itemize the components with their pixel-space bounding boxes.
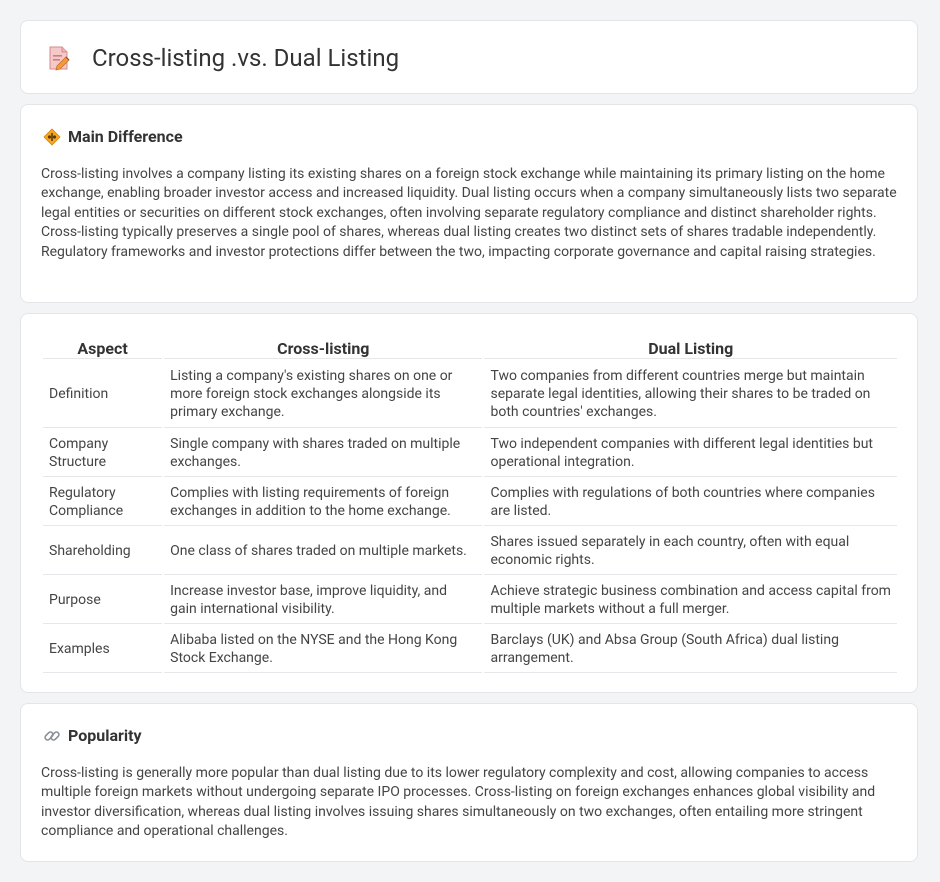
popularity-card bbox=[20, 703, 918, 862]
document-pencil-icon bbox=[47, 45, 71, 71]
comparison-table bbox=[41, 334, 899, 675]
link-icon bbox=[43, 727, 61, 745]
header-card bbox=[20, 20, 918, 94]
row-aspect-cell: Regulatory Compliance bbox=[43, 479, 162, 526]
column-header-cross-listing: Cross-listing bbox=[164, 336, 482, 359]
table-row bbox=[43, 577, 897, 624]
cross-listing-cell: Listing a company's existing shares on one or more foreign stock exchanges alongside its primary exchange. bbox=[164, 361, 482, 428]
row-aspect-cell: Shareholding bbox=[43, 528, 162, 575]
table-header-row bbox=[43, 336, 897, 359]
cross-listing-cell: One class of shares traded on multiple markets. bbox=[164, 528, 482, 575]
row-aspect-cell: Definition bbox=[43, 361, 162, 428]
table-row bbox=[43, 626, 897, 673]
cross-listing-cell: Complies with listing requirements of foreign exchanges in addition to the home exchange. bbox=[164, 479, 482, 526]
dual-listing-cell: Achieve strategic business combination and access capital from multiple markets without a full merger. bbox=[484, 577, 897, 624]
popularity-text: Cross-listing is generally more popular than dual listing due to its lower regulatory complexity and cost, allowing companies to access multiple foreign markets without undergoing separate IPO processes. Cross-listing on foreign exchanges enhances global visibility and investor diversification, whereas dual listing involves issuing shares simultaneously on two exchanges, often entailing more stringent compliance and operational challenges. bbox=[41, 765, 876, 840]
row-aspect-cell: Examples bbox=[43, 626, 162, 673]
comparison-table-card bbox=[20, 313, 918, 693]
popularity-heading bbox=[43, 726, 142, 746]
main-difference-text: Cross-listing involves a company listing its existing shares on a foreign stock exchange while maintaining its primary listing on the home exchange, enabling broader investor access and increased liquidity. Dual listing occurs when a company simultaneously lists two separate legal entities or securities on different stock exchanges, often involving separate regulatory compliance and distinct shareholder rights. Cross-listing typically preserves a single pool of shares, whereas dual listing creates two distinct sets of shares tradable independently. Regulatory frameworks and investor protections differ between the two, impacting corporate governance and capital raising strategies. bbox=[41, 166, 897, 260]
column-header-aspect: Aspect bbox=[43, 336, 162, 359]
dual-listing-cell: Two independent companies with different legal identities but operational integration. bbox=[484, 430, 897, 477]
dual-listing-cell: Shares issued separately in each country, often with equal economic rights. bbox=[484, 528, 897, 575]
table-row bbox=[43, 528, 897, 575]
dual-listing-cell: Barclays (UK) and Absa Group (South Africa) dual listing arrangement. bbox=[484, 626, 897, 673]
main-difference-card bbox=[20, 104, 918, 303]
dual-listing-cell: Two companies from different countries merge but maintain separate legal identities, allowing their shares to be traded on both countries' exchanges. bbox=[484, 361, 897, 428]
row-aspect-cell: Company Structure bbox=[43, 430, 162, 477]
cross-listing-cell: Increase investor base, improve liquidity, and gain international visibility. bbox=[164, 577, 482, 624]
dual-listing-cell: Complies with regulations of both countries where companies are listed. bbox=[484, 479, 897, 526]
cross-listing-cell: Single company with shares traded on multiple exchanges. bbox=[164, 430, 482, 477]
column-header-dual-listing: Dual Listing bbox=[484, 336, 897, 359]
main-difference-title: Main Difference bbox=[68, 127, 183, 146]
table-row bbox=[43, 479, 897, 526]
page-title: Cross-listing .vs. Dual Listing bbox=[92, 44, 400, 72]
row-aspect-cell: Purpose bbox=[43, 577, 162, 624]
main-difference-heading bbox=[43, 127, 183, 147]
diamond-warning-icon bbox=[43, 128, 61, 146]
popularity-title: Popularity bbox=[68, 726, 142, 745]
table-row bbox=[43, 361, 897, 428]
table-row bbox=[43, 430, 897, 477]
cross-listing-cell: Alibaba listed on the NYSE and the Hong Kong Stock Exchange. bbox=[164, 626, 482, 673]
